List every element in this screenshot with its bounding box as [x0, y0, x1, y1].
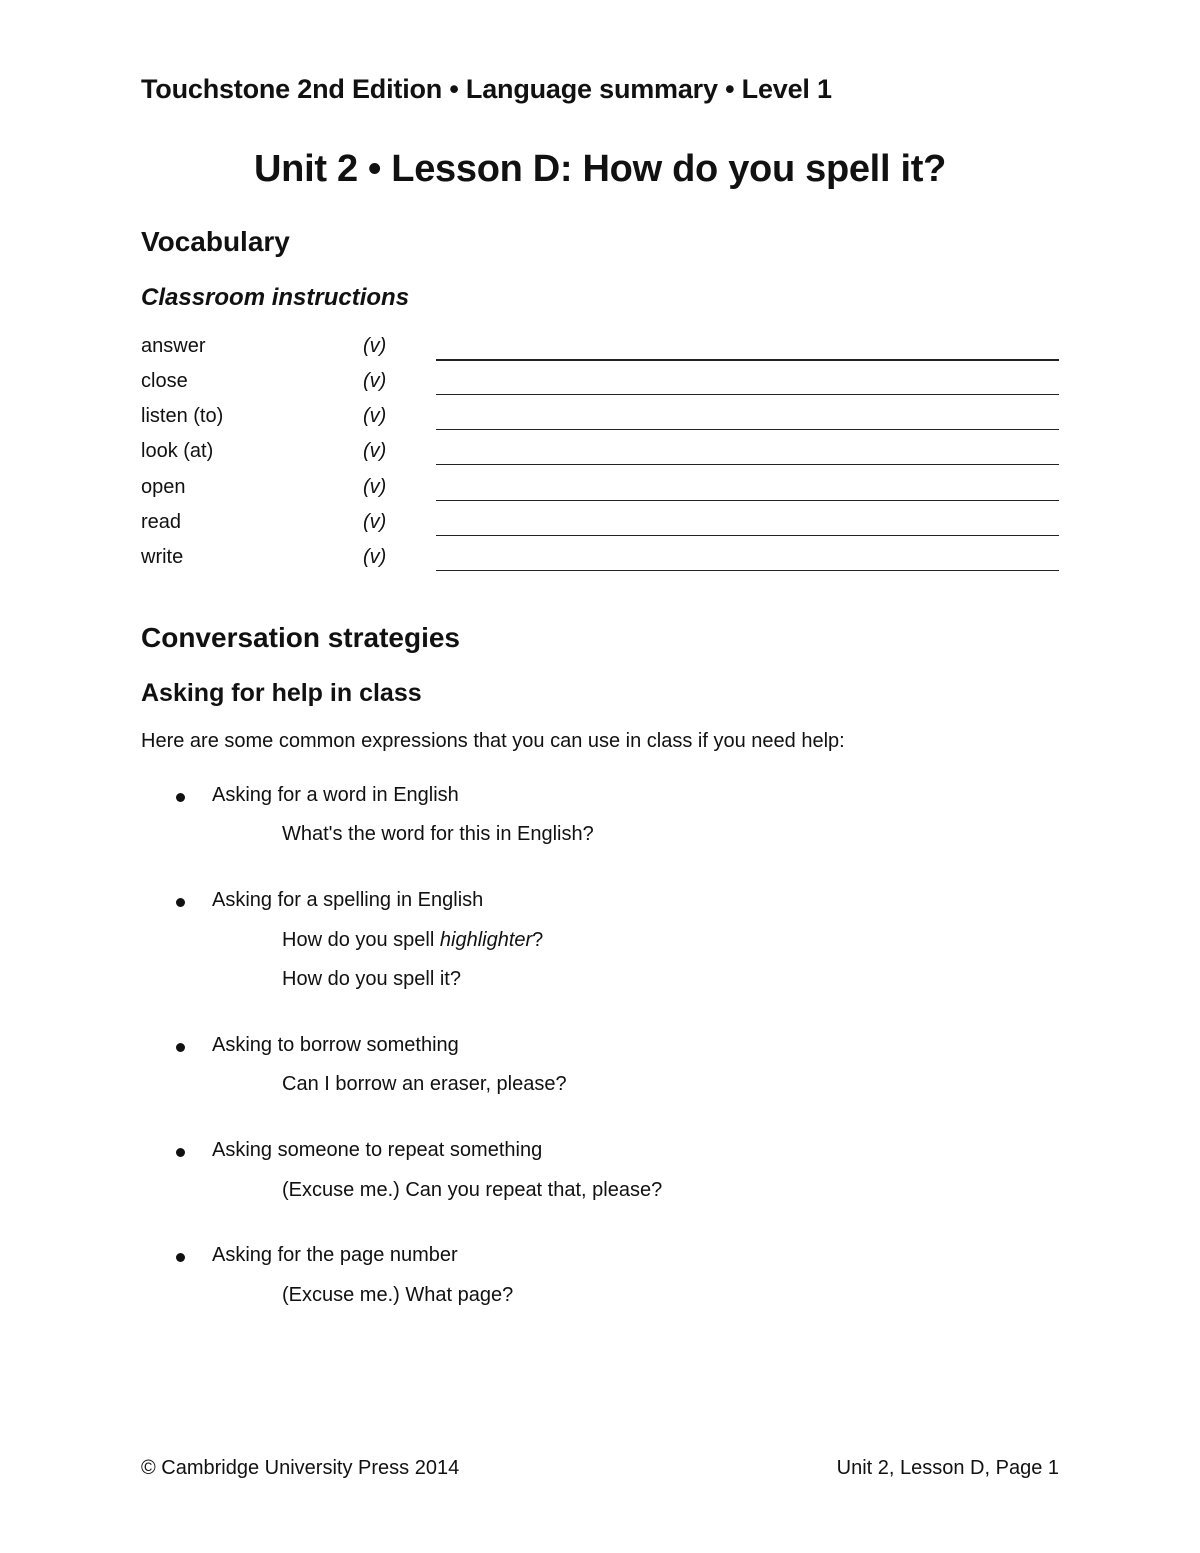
example-text: Can I borrow an eraser, please? [282, 1073, 567, 1095]
vocab-part-of-speech: (v) [363, 511, 387, 533]
strategy-label: Asking for a spelling in English [212, 889, 484, 911]
strategy-label: Asking someone to repeat something [212, 1139, 543, 1161]
conversation-strategies-heading: Conversation strategies [141, 622, 460, 653]
conversation-subheading: Asking for help in class [141, 679, 422, 707]
translation-blank-line[interactable] [436, 394, 1059, 395]
example-phrase [282, 968, 461, 991]
footer-page-ref: Unit 2, Lesson D, Page 1 [836, 1457, 1059, 1479]
translation-blank-line[interactable] [436, 464, 1059, 465]
vocab-word: answer [141, 335, 206, 357]
intro-text: Here are some common expressions that you can use in class if you need help: [141, 730, 845, 752]
example-phrase [282, 1284, 513, 1307]
bullet-icon [176, 1043, 185, 1052]
vocab-word: write [141, 546, 184, 568]
vocab-row [141, 476, 1059, 511]
example-text: What's the word for this in English? [282, 823, 594, 845]
vocab-part-of-speech: (v) [363, 370, 387, 392]
translation-blank-line[interactable] [436, 570, 1059, 571]
vocab-row [141, 335, 1059, 370]
bullet-icon [176, 793, 185, 802]
example-text: (Excuse me.) What page? [282, 1284, 514, 1306]
bullet-icon [176, 1253, 185, 1262]
vocab-word: close [141, 370, 188, 392]
bullet-icon [176, 898, 185, 907]
example-phrase [282, 1179, 662, 1202]
translation-blank-line[interactable] [436, 359, 1059, 361]
bullet-icon [176, 1148, 185, 1157]
vocabulary-heading: Vocabulary [141, 226, 290, 257]
example-text-end: ? [532, 929, 544, 951]
lesson-title: Unit 2 • Lesson D: How do you spell it? [254, 148, 946, 190]
example-text: How do you spell it? [282, 968, 461, 990]
example-phrase [282, 823, 594, 846]
footer-copyright: © Cambridge University Press 2014 [141, 1457, 460, 1479]
vocab-part-of-speech: (v) [363, 335, 387, 357]
strategy-label: Asking for a word in English [212, 784, 459, 806]
strategy-label: Asking to borrow something [212, 1034, 459, 1056]
translation-blank-line[interactable] [436, 500, 1059, 501]
vocab-row [141, 405, 1059, 440]
example-text: (Excuse me.) Can you repeat that, please? [282, 1179, 663, 1201]
vocab-part-of-speech: (v) [363, 476, 387, 498]
example-italic-word: highlighter [439, 929, 533, 951]
vocab-row [141, 546, 1059, 581]
example-phrase [282, 929, 543, 952]
vocab-word: read [141, 511, 182, 533]
vocab-word: look (at) [141, 440, 214, 462]
vocab-part-of-speech: (v) [363, 546, 387, 568]
vocab-part-of-speech: (v) [363, 405, 387, 427]
vocab-word: open [141, 476, 186, 498]
example-phrase [282, 1073, 567, 1096]
vocab-row [141, 440, 1059, 475]
vocab-row [141, 511, 1059, 546]
translation-blank-line[interactable] [436, 535, 1059, 536]
translation-blank-line[interactable] [436, 429, 1059, 430]
series-header: Touchstone 2nd Edition • Language summary • Level 1 [141, 74, 832, 104]
example-text: How do you spell [282, 929, 440, 951]
vocab-part-of-speech: (v) [363, 440, 387, 462]
strategy-label: Asking for the page number [212, 1244, 458, 1266]
vocab-word: listen (to) [141, 405, 224, 427]
vocab-row [141, 370, 1059, 405]
vocabulary-subheading: Classroom instructions [141, 284, 410, 311]
